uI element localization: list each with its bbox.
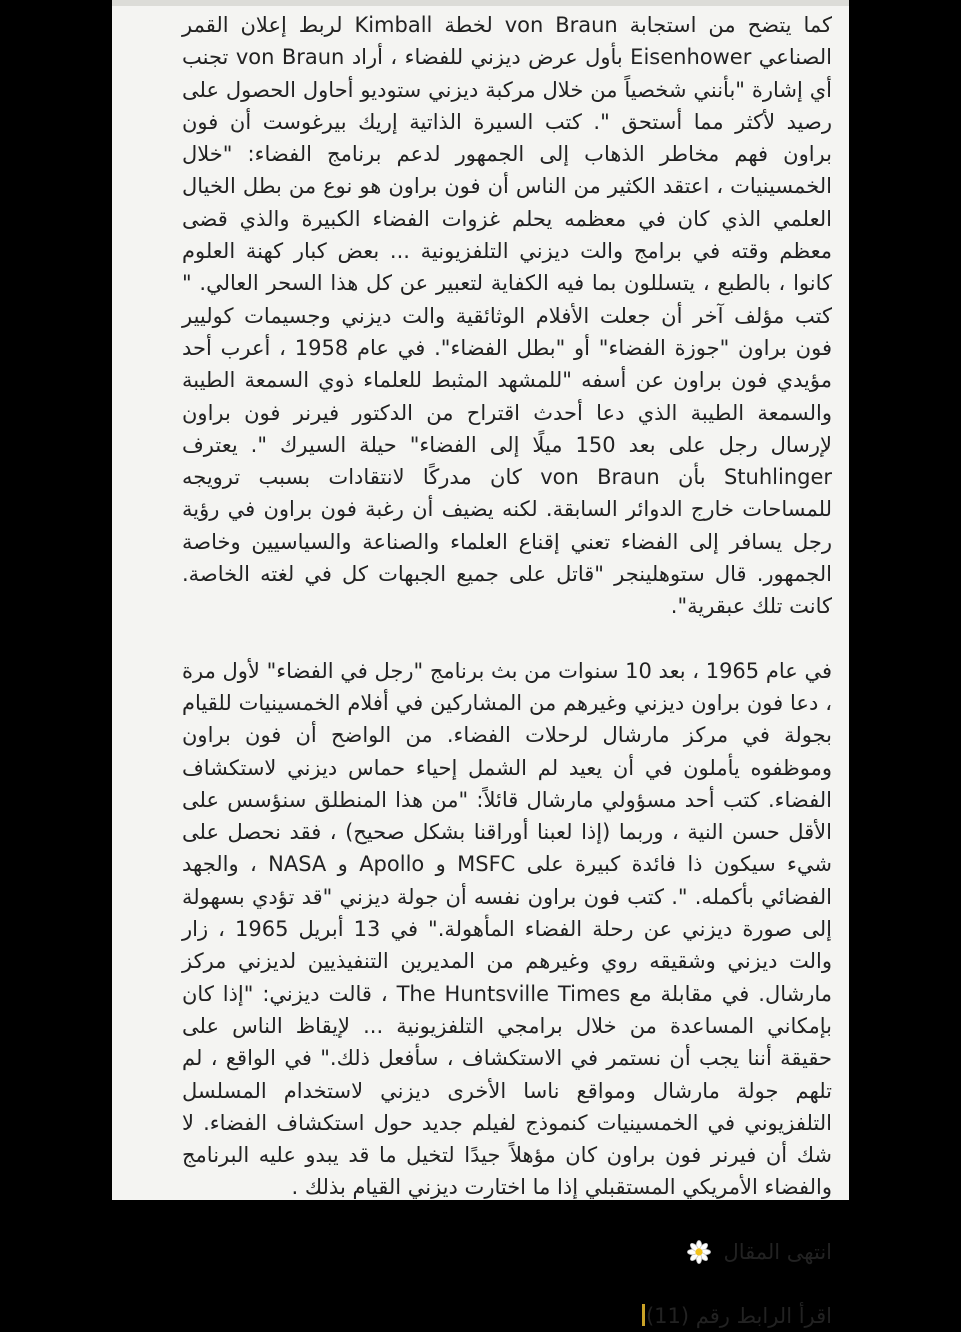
article-paragraph-2: في عام 1965 ، بعد 10 سنوات من بث برنامج "رجل في الفضاء" لأول مرة ، دعا فون براون ديزني وغيرهم من المشاركين في أفلام الخمسينيات للقيام بجولة في مركز مارشال لرحلات الفضاء. من الواضح أن فون براون وموظفوه يأملون في أن يعيد لم الشمل إحياء حماس ديزني لاستكشاف الفضاء. كتب أحد مسؤولي مارشال قائلاً: "من هذا المنطلق سنؤسس على الأقل حسن النية ، وربما (إذا لعبنا أوراقنا بشكل صحيح) ، فقد نحصل على شيء سيكون ذا فائدة كبيرة على MSFC و Apollo و NASA ، والجهد الفضائي بأكمله. ". كتب فون براون نفسه أن جولة ديزني "قد تؤدي بسهولة إلى صورة ديزني عن رحلة الفضاء المأهولة." في 13 أبريل 1965 ، زار والت ديزني وشقيقه روي وغيرهم من المديرين التنفيذيين لديزني مركز مارشال. في مقابلة مع The Huntsville Times ، قالت ديزني: "إذا كان بإمكاني المساعدة من خلال برامجي التلفزيونية ... لإيقاظ الناس على حقيقة أننا يجب أن نستمر في الاستكشاف ، سأفعل ذلك." في الواقع ، لم تلهم جولة مارشال ومواقع ناسا الأخرى ديزني لاستخدام المسلسل التلفزيوني في الخمسينيات كنموذج لفيلم جديد حول استكشاف الفضاء. لا شك أن فيرنر فون براون كان مؤهلاً جيدًا لتخيل ما قد يبدو عليه البرنامج والفضاء الأمريكي المستقبلي إذا ما اختارت ديزني القيام بذلك . (182, 658, 833, 1200)
paragraph-spacer (182, 1204, 832, 1236)
text-cursor (642, 1304, 645, 1326)
daisy-flower-icon (687, 1240, 711, 1264)
paragraph-spacer (182, 623, 832, 655)
paragraph-spacer (182, 1268, 832, 1300)
read-link-label[interactable]: اقرأ الرابط رقم (11) (645, 1303, 832, 1328)
document-page (112, 0, 849, 1328)
top-edge-strip (112, 0, 849, 6)
article-end-line (182, 1236, 832, 1268)
read-link-line (182, 1300, 832, 1332)
article-paragraph-1: كما يتضح من استجابة von Braun لخطة Kimball لربط إعلان القمر الصناعي Eisenhower بأول عرض ديزني للفضاء ، أراد von Braun تجنب أي إشارة "بأنني شخصياً من خلال مركبة ديزني ستوديو أحاول الحصول على رصيد لأكثر مما أستحق ". كتب السيرة الذاتية إريك بيرغوست أن فون براون فهم مخاطر الذهاب إلى الجمهور لدعم برنامج الفضاء: "خلال الخمسينيات ، اعتقد الكثير من الناس أن فون براون هو نوع من بطل الخيال العلمي الذي كان في معظمه يحلم غزوات الفضاء الكبيرة والذي قضى معظم وقته في برامج والت ديزني التلفزيونية ... بعض كبار كهنة العلوم كانوا ، بالطبع ، يتسللون بما فيه الكفاية لتعبير عن كل هذا السحر العالي. " كتب مؤلف آخر أن جعلت الأفلام الوثائقية والت ديزني وجسيمات كوليير فون براون "جوزة الفضاء" أو "بطل الفضاء". في عام 1958 ، أعرب أحد مؤيدي فون براون عن أسفه "للمشهد المثبط للعلماء ذوي السمعة الطيبة والسمعة الطيبة الذي دعا أحدث اقتراح من الدكتور فيرنر فون براون لإرسال رجل على بعد 150 ميلًا إلى الفضاء" حيلة السيرك ". يعترف Stuhlinger بأن von Braun كان مدركًا لانتقادات بسبب ترويجه للمساحات خارج الدوائر السابقة. لكنه يضيف أن رغبة فون براون في رؤية رجل يسافر إلى الفضاء تعني إقناع العلماء والصناعة والسياسيين وخاصة الجمهور. قال ستوهلينجر "قاتل على جميع الجبهات كل في لغته الخاصة. كانت تلك عبقرية". (182, 13, 833, 619)
article-body (182, 9, 832, 1332)
article-end-label: انتهى المقال (723, 1239, 832, 1264)
